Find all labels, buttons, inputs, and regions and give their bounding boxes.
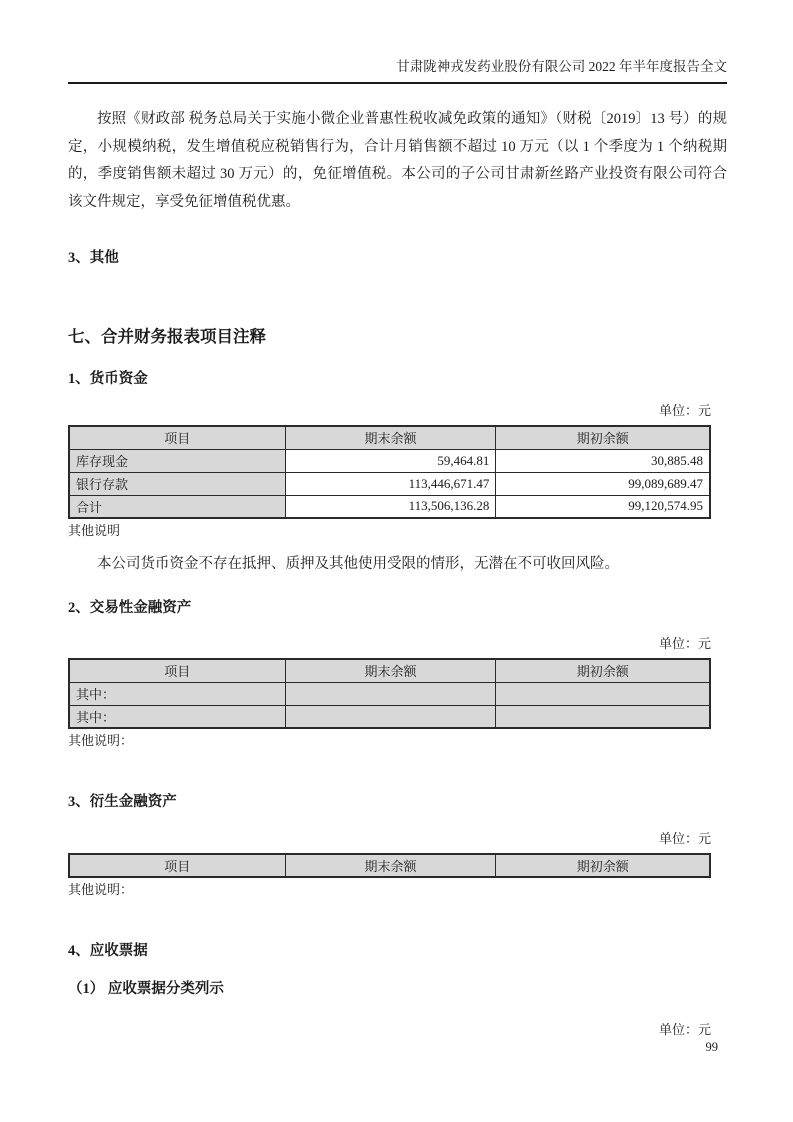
derivative-financial-assets-table xyxy=(68,853,711,878)
beginning-balance-cell: 99,089,689.47 xyxy=(496,472,710,495)
header-cell-beginning-balance: 期初余额 xyxy=(496,854,710,877)
table-header-row xyxy=(69,659,710,682)
subsection-title-notes-receivable-classification: （1） 应收票据分类列示 xyxy=(68,981,224,997)
beginning-balance-cell xyxy=(496,705,710,728)
item-cell: 银行存款 xyxy=(69,472,285,495)
monetary-funds-table xyxy=(68,425,711,519)
table-row xyxy=(69,682,710,705)
unit-label: 单位：元 xyxy=(658,1022,711,1037)
ending-balance-cell: 113,506,136.28 xyxy=(285,495,496,518)
table-row xyxy=(69,472,710,495)
unit-label: 单位：元 xyxy=(658,403,711,418)
table-row xyxy=(69,495,710,518)
header-cell-item: 项目 xyxy=(69,854,285,877)
section-title-consolidated-notes: 七、合并财务报表项目注释 xyxy=(68,327,266,346)
ending-balance-cell: 59,464.81 xyxy=(285,449,496,472)
ending-balance-cell: 113,446,671.47 xyxy=(285,472,496,495)
item-cell: 其中： xyxy=(69,705,285,728)
header-cell-ending-balance: 期末余额 xyxy=(285,659,496,682)
section-title-notes-receivable: 4、应收票据 xyxy=(68,943,148,959)
header-cell-ending-balance: 期末余额 xyxy=(285,854,496,877)
header-cell-ending-balance: 期末余额 xyxy=(285,426,496,449)
item-cell: 其中： xyxy=(69,682,285,705)
header-cell-item: 项目 xyxy=(69,659,285,682)
unit-label: 单位：元 xyxy=(658,831,711,846)
section-title-other: 3、其他 xyxy=(68,250,119,266)
header-cell-beginning-balance: 期初余额 xyxy=(496,426,710,449)
monetary-funds-note: 本公司货币资金不存在抵押、质押及其他使用受限的情形，无潜在不可收回风险。 xyxy=(97,556,619,572)
page-header xyxy=(68,58,727,84)
page-number: 99 xyxy=(705,1040,718,1054)
table-row xyxy=(69,449,710,472)
ending-balance-cell xyxy=(285,705,496,728)
section-title-monetary-funds: 1、货币资金 xyxy=(68,371,148,387)
other-note-label: 其他说明： xyxy=(68,733,134,748)
trading-financial-assets-table xyxy=(68,658,711,729)
beginning-balance-cell xyxy=(496,682,710,705)
ending-balance-cell xyxy=(285,682,496,705)
beginning-balance-cell: 99,120,574.95 xyxy=(496,495,710,518)
header-cell-item: 项目 xyxy=(69,426,285,449)
report-title: 甘肃陇神戎发药业股份有限公司 2022 年半年度报告全文 xyxy=(396,59,727,74)
intro-paragraph: 按照《财政部 税务总局关于实施小微企业普惠性税收减免政策的通知》（财税〔2019〕13 号）的规定，小规模纳税，发生增值税应税销售行为，合计月销售额不超过 10 万元（以 1 个季度为 1 个纳税期的，季度销售额未超过 30 万元）的，免征增值税。本公司的子公司甘肃新丝路产业投资有限公司符合该文件规定，享受免征增值税优惠。 xyxy=(68,111,727,210)
other-note-label: 其他说明 xyxy=(68,523,121,538)
section-title-trading-financial-assets: 2、交易性金融资产 xyxy=(68,600,192,616)
other-note-label: 其他说明： xyxy=(68,882,134,897)
item-cell: 合计 xyxy=(69,495,285,518)
header-cell-beginning-balance: 期初余额 xyxy=(496,659,710,682)
table-row xyxy=(69,705,710,728)
beginning-balance-cell: 30,885.48 xyxy=(496,449,710,472)
section-title-derivative-financial-assets: 3、衍生金融资产 xyxy=(68,794,177,810)
table-header-row xyxy=(69,426,710,449)
item-cell: 库存现金 xyxy=(69,449,285,472)
table-header-row xyxy=(69,854,710,877)
unit-label: 单位：元 xyxy=(658,636,711,651)
